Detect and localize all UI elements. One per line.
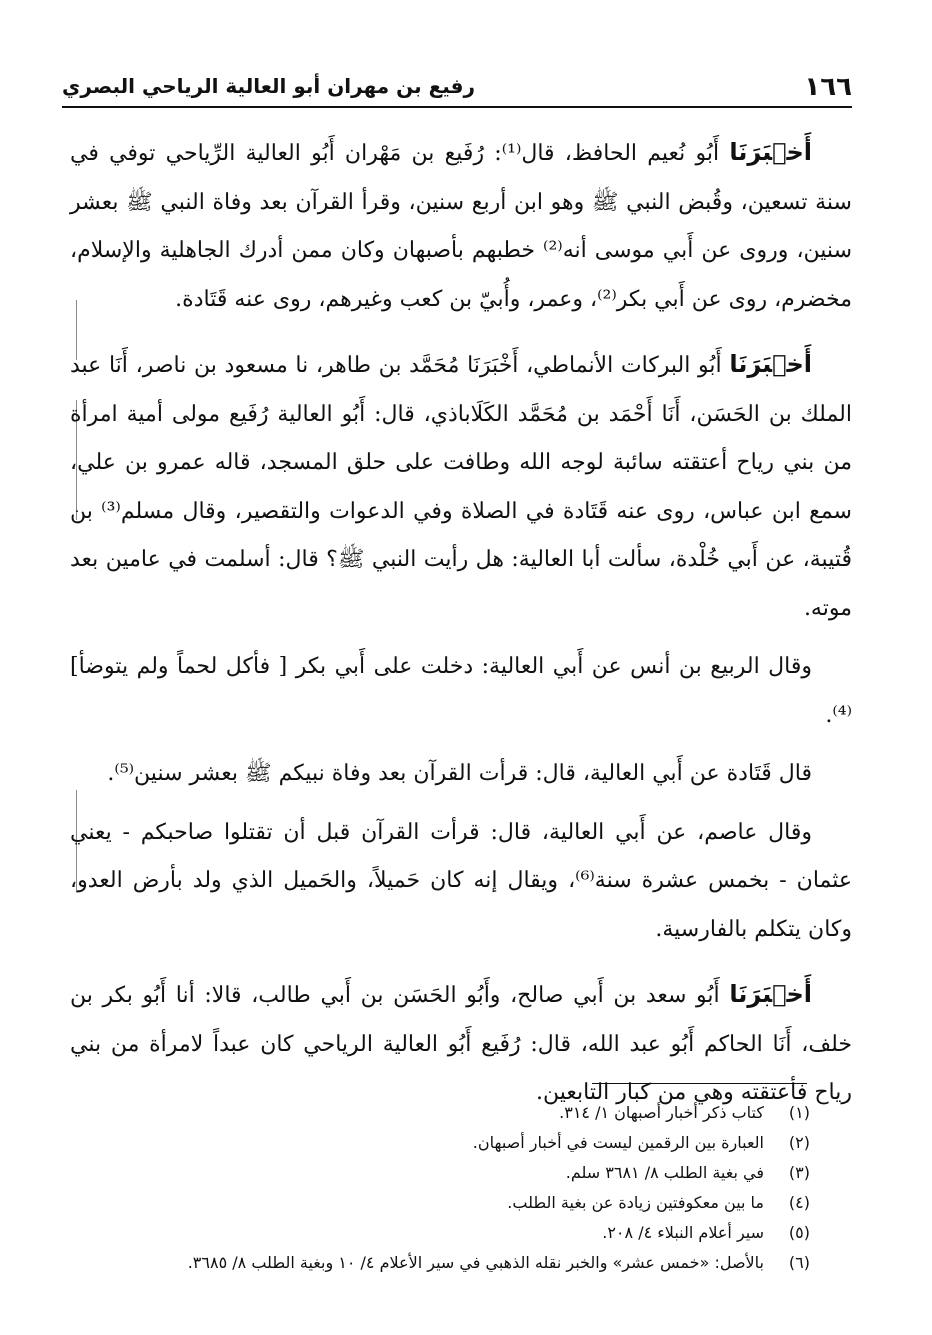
footnote-number: (٦) bbox=[788, 1253, 810, 1272]
footnote-text: سير أعلام النبلاء ٤/ ٢٠٨. bbox=[602, 1223, 764, 1242]
paragraph bbox=[70, 809, 852, 955]
paragraph bbox=[70, 970, 852, 1118]
paragraph-text: قال قَتَادة عن أَبي العالية، قال: قرأت القرآن بعد وفاة نبيكم ﷺ بعشر سنين⁽⁵⁾. bbox=[107, 761, 812, 786]
paragraph-text: أَبُو سعد بن أَبي صالح، وأَبُو الحَسَن بن أَبي طالب، قالا: أنا أَبُو بكر بن خلف، أَنَا الحاكم أَبُو عبد الله، قال: رُفَيع أَبُو العالية الرياحي كان عبداً لامرأة من بني رياح فأعتقته وهي من كبار التابعين. bbox=[70, 983, 852, 1105]
footnote-number: (٣) bbox=[788, 1163, 810, 1182]
footnote-text: في بغية الطلب ٨/ ٣٦٨١ سلم. bbox=[565, 1163, 764, 1182]
paragraph-text: أَبُو البركات الأنماطي، أَخْبَرَنَا مُحَمَّد بن طاهر، نا مسعود بن ناصر، أَنَا عبد الملك بن الحَسَن، أَنَا أَحْمَد بن مُحَمَّد الكَلَاباذي، قال: أَبُو العالية رُفَيع مولى أمية امرأة من بني رياح أعتقته سائبة لوجه الله وطافت على حلق المسجد، قاله عمرو بن علي، سمع ابن عباس، روى عنه قَتَادة في الصلاة وفي الدعوات والتقصير، وقال مسلم⁽³⁾ بن قُتيبة، عن أَبي خُلْدة، سألت أبا العالية: هل رأيت النبي ﷺ؟ قال: أسلمت في عامين بعد موته. bbox=[70, 353, 852, 621]
page-number: ١٦٦ bbox=[804, 72, 852, 102]
footnote bbox=[70, 1188, 810, 1218]
narration-keyword: أَخۡبَرَنَا bbox=[729, 980, 812, 1008]
footnote-text: العبارة بين الرقمين ليست في أخبار أصبهان. bbox=[472, 1133, 764, 1152]
paragraph-text: وقال الربيع بن أنس عن أَبي العالية: دخلت على أَبي بكر [ فأكل لحماً ولم يتوضأ]⁽⁴⁾. bbox=[70, 654, 852, 728]
footnote bbox=[70, 1128, 810, 1158]
footnote-divider bbox=[592, 1083, 807, 1084]
body-text bbox=[70, 128, 852, 1118]
footnote-number: (٢) bbox=[788, 1133, 810, 1152]
footnote-text: كتاب ذكر أخبار أصبهان ١/ ٣١٤. bbox=[559, 1103, 764, 1122]
footnote-text: ما بين معكوفتين زيادة عن بغية الطلب. bbox=[507, 1193, 764, 1212]
footnote bbox=[70, 1158, 810, 1188]
footnotes bbox=[70, 1098, 810, 1278]
paragraph-text: أَبُو نُعيم الحافظ، قال⁽¹⁾: رُفَيع بن مَهْران أَبُو العالية الرِّياحي توفي في سنة تسعين، وقُبض النبي ﷺ وهو ابن أربع سنين، وقرأ القرآن بعد وفاة النبي ﷺ بعشر سنين، وروى عن أَبي موسى أنه⁽²⁾ خطبهم بأصبهان وكان ممن أدرك الجاهلية والإسلام، مخضرم، روى عن أَبي بكر⁽²⁾، وعمر، وأُبيّ بن كعب وغيرهم، روى عنه قَتَادة. bbox=[70, 141, 853, 312]
footnote bbox=[70, 1218, 810, 1248]
narration-keyword: أَخۡبَرَنَا bbox=[729, 350, 812, 378]
paragraph bbox=[70, 340, 852, 633]
paragraph-text: وقال عاصم، عن أَبي العالية، قال: قرأت القرآن قبل أن تقتلوا صاحبكم - يعني عثمان - بخمس عشرة سنة⁽⁶⁾، ويقال إنه كان حَميلاً، والحَميل الذي ولد بأرض العدو، وكان يتكلم بالفارسية. bbox=[70, 819, 853, 942]
paragraph bbox=[70, 750, 852, 799]
narration-keyword: أَخۡبَرَنَا bbox=[729, 138, 813, 166]
running-title: رفيع بن مهران أبو العالية الرياحي البصري bbox=[62, 74, 476, 98]
footnote-text: بالأصل: «خمس عشر» والخبر نقله الذهبي في سير الأعلام ٤/ ١٠ وبغية الطلب ٨/ ٣٦٨٥. bbox=[187, 1253, 764, 1272]
footnote-number: (٥) bbox=[788, 1223, 810, 1242]
footnote bbox=[70, 1098, 810, 1128]
footnote bbox=[70, 1248, 810, 1278]
paragraph bbox=[70, 128, 852, 324]
footnote-number: (١) bbox=[788, 1103, 810, 1122]
paragraph bbox=[70, 643, 852, 740]
running-header bbox=[62, 68, 852, 108]
footnote-number: (٤) bbox=[788, 1193, 810, 1212]
